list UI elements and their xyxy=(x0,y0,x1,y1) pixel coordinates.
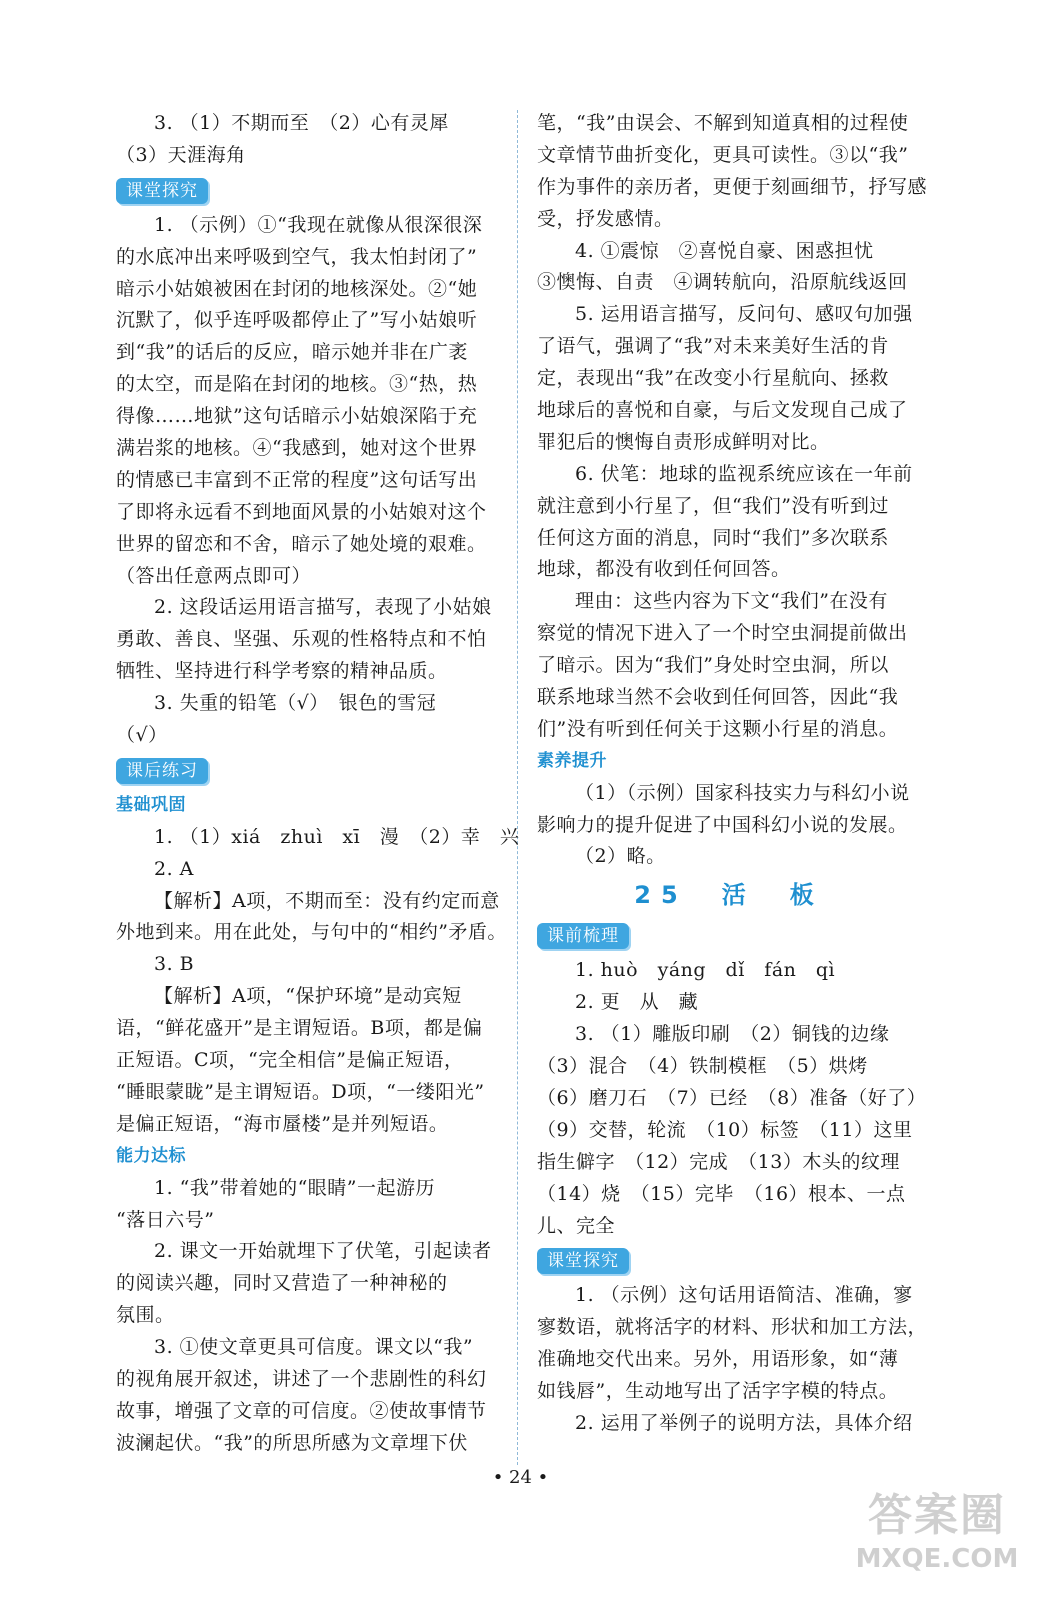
answer-line: 到“我”的话后的反应，暗示她并非在广袤 xyxy=(116,341,468,364)
answer-line: 2. 运用了举例子的说明方法，具体介绍 xyxy=(575,1411,913,1434)
answer-line: （√） xyxy=(116,724,168,747)
right-column xyxy=(537,108,928,1440)
answer-line: （答出任意两点即可） xyxy=(116,564,312,587)
section-header xyxy=(116,172,500,210)
answer-line: （3）混合 （4）铁制模框 （5）烘烤 xyxy=(537,1055,868,1078)
answer-line: 的水底冲出来呼吸到空气，我太怕封闭了” xyxy=(116,245,478,268)
answer-line: 寥数语，就将活字的材料、形状和加工方法， xyxy=(537,1316,928,1339)
answer-line: 3. B xyxy=(154,953,195,976)
answer-line: 受，抒发感情。 xyxy=(537,207,674,230)
answer-line: 【解析】A项，不期而至：没有约定而意 xyxy=(154,889,500,912)
page-number: • 24 • xyxy=(492,1467,549,1488)
answer-line: 外地到来。用在此处，与句中的“相约”矛盾。 xyxy=(116,921,507,944)
answer-line: 指生僻字 （12）完成 （13）木头的纹理 xyxy=(537,1150,900,1173)
section-header xyxy=(537,1242,921,1280)
answer-line: 5. 运用语言描写，反问句、感叹句加强 xyxy=(575,303,913,326)
answer-line: 罪犯后的懊悔自责形成鲜明对比。 xyxy=(537,430,830,453)
answer-line: 了语气，强调了“我”对未来美好生活的肯 xyxy=(537,335,889,358)
answer-line: 1. （示例）这句话用语简洁、准确，寥 xyxy=(575,1284,913,1307)
answer-line: 1. （示例）①“我现在就像从很深很深 xyxy=(154,213,483,236)
answer-line: “落日六号” xyxy=(116,1208,215,1231)
answer-line: 文章情节曲折变化，更具可读性。③以“我” xyxy=(537,143,909,166)
lesson-title: 25 活 板 xyxy=(634,881,824,910)
left-column xyxy=(116,108,520,1460)
answer-line: 1. “我”带着她的“眼睛”一起游历 xyxy=(154,1176,436,1199)
subheading-ability: 能力达标 xyxy=(116,1145,186,1166)
answer-line: 波澜起伏。“我”的所思所感为文章埋下伏 xyxy=(116,1431,468,1454)
answer-line: 3. （1）雕版印刷 （2）铜钱的边缘 xyxy=(575,1023,890,1046)
watermark-url: MXQE.COM xyxy=(855,1544,1019,1574)
answer-line: 的太空，而是陷在封闭的地核。③“热，热 xyxy=(116,373,478,396)
answer-line: 联系地球当然不会收到任何回答，因此“我 xyxy=(537,686,899,709)
section-badge-pre-class-review: 课前梳理 xyxy=(537,923,629,949)
answer-line: （2）略。 xyxy=(575,845,666,868)
answer-line: 的阅读兴趣，同时又营造了一种神秘的 xyxy=(116,1272,448,1295)
answer-line: 正短语。C项，“完全相信”是偏正短语， xyxy=(116,1049,464,1072)
section-header xyxy=(537,917,921,955)
answer-line: “睡眼蒙眬”是主谓短语。D项，“一缕阳光” xyxy=(116,1080,485,1103)
answer-line: 儿、完全 xyxy=(537,1214,616,1237)
answer-line: 是偏正短语，“海市蜃楼”是并列短语。 xyxy=(116,1112,449,1135)
answer-line: 牺牲、坚持进行科学考察的精神品质。 xyxy=(116,660,448,683)
answer-line: 得像……地狱”这句话暗示小姑娘深陷于充 xyxy=(116,405,478,428)
answer-line: 就注意到小行星了，但“我们”没有听到过 xyxy=(537,494,889,517)
answer-line: 理由：这些内容为下文“我们”在没有 xyxy=(575,590,888,613)
section-badge-after-class-practice: 课后练习 xyxy=(116,758,208,784)
answer-line: 如钱唇”，生动地写出了活字字模的特点。 xyxy=(537,1380,899,1403)
watermark-title: 答案圈 xyxy=(868,1490,1006,1541)
answer-line: 地球，都没有收到任何回答。 xyxy=(537,558,791,581)
answer-line: （6）磨刀石 （7）已经 （8）准备（好了） xyxy=(537,1086,927,1109)
answer-line: 【解析】A项，“保护环境”是动宾短 xyxy=(154,985,462,1008)
answer-line: 了暗示。因为“我们”身处时空虫洞，所以 xyxy=(537,654,889,677)
answer-line: 地球后的喜悦和自豪，与后文发现自己成了 xyxy=(537,399,908,422)
answer-line: （9）交替，轮流 （10）标签 （11）这里 xyxy=(537,1118,913,1141)
answer-line: 语，“鲜花盛开”是主谓短语。B项，都是偏 xyxy=(116,1017,483,1040)
answer-line: 影响力的提升促进了中国科幻小说的发展。 xyxy=(537,813,908,836)
answer-line: 笔，“我”由误会、不解到知道真相的过程使 xyxy=(537,112,909,134)
answer-line: 4. ①震惊 ②喜悦自豪、困惑担忧 xyxy=(575,239,874,262)
answer-line: 沉默了，似乎连呼吸都停止了”写小姑娘听 xyxy=(116,309,478,332)
answer-line: 暗示小姑娘被困在封闭的地核深处。②“她 xyxy=(116,277,478,300)
answer-line: 了即将永远看不到地面风景的小姑娘对这个 xyxy=(116,500,487,523)
answer-line: 的视角展开叙述，讲述了一个悲剧性的科幻 xyxy=(116,1367,487,1390)
answer-line: （14）烧 （15）完毕 （16）根本、一点 xyxy=(537,1182,906,1205)
section-badge-classroom-inquiry: 课堂探究 xyxy=(116,178,208,204)
answer-line: 1. huò yáng dǐ fán qì xyxy=(575,959,836,982)
subheading-literacy: 素养提升 xyxy=(537,750,607,771)
answer-line: 满岩浆的地核。④“我感到，她对这个世界 xyxy=(116,437,478,460)
answer-line: 世界的留恋和不舍，暗示了她处境的艰难。 xyxy=(116,532,487,555)
answer-line: （1）（示例）国家科技实力与科幻小说 xyxy=(575,781,910,804)
answer-line: 准确地交代出来。另外，用语形象，如“薄 xyxy=(537,1348,899,1371)
section-badge-classroom-inquiry: 课堂探究 xyxy=(537,1248,629,1274)
answer-line: 3. （1）不期而至 （2）心有灵犀 xyxy=(154,112,449,134)
subheading-basics: 基础巩固 xyxy=(116,794,186,815)
column-divider xyxy=(517,110,518,1465)
watermark-logo xyxy=(848,1488,1026,1588)
answer-line: 2. 更 从 藏 xyxy=(575,991,699,1014)
answer-line: 勇敢、善良、坚强、乐观的性格特点和不怕 xyxy=(116,628,487,651)
answer-line: 6. 伏笔：地球的监视系统应该在一年前 xyxy=(575,462,913,485)
answer-line: 氛围。 xyxy=(116,1304,175,1327)
answer-line: 2. 课文一开始就埋下了伏笔，引起读者 xyxy=(154,1240,492,1263)
answer-line: 察觉的情况下进入了一个时空虫洞提前做出 xyxy=(537,622,908,645)
answer-line: 2. 这段话运用语言描写，表现了小姑娘 xyxy=(154,596,492,619)
answer-line: 定，表现出“我”在改变小行星航向、拯救 xyxy=(537,367,889,390)
answer-line: 们”没有听到任何关于这颗小行星的消息。 xyxy=(537,717,899,740)
answer-line: 1. （1）xiá zhuì xī 漫 （2）幸 兴 xyxy=(154,825,520,848)
answer-line: 任何这方面的消息，同时“我们”多次联系 xyxy=(537,526,889,549)
answer-line: 的情感已丰富到不正常的程度”这句话写出 xyxy=(116,468,478,491)
section-header xyxy=(116,752,500,790)
answer-line: 3. ①使文章更具可信度。课文以“我” xyxy=(154,1336,474,1359)
answer-line: 2. A xyxy=(154,857,194,880)
answer-line: 作为事件的亲历者，更便于刻画细节，抒写感 xyxy=(537,175,928,198)
answer-line: ③懊悔、自责 ④调转航向，沿原航线返回 xyxy=(537,271,908,294)
answer-line: （3）天涯海角 xyxy=(116,143,246,166)
answer-line: 故事，增强了文章的可信度。②使故事情节 xyxy=(116,1399,487,1422)
answer-line: 3. 失重的铅笔（√） 银色的雪冠 xyxy=(154,692,437,715)
